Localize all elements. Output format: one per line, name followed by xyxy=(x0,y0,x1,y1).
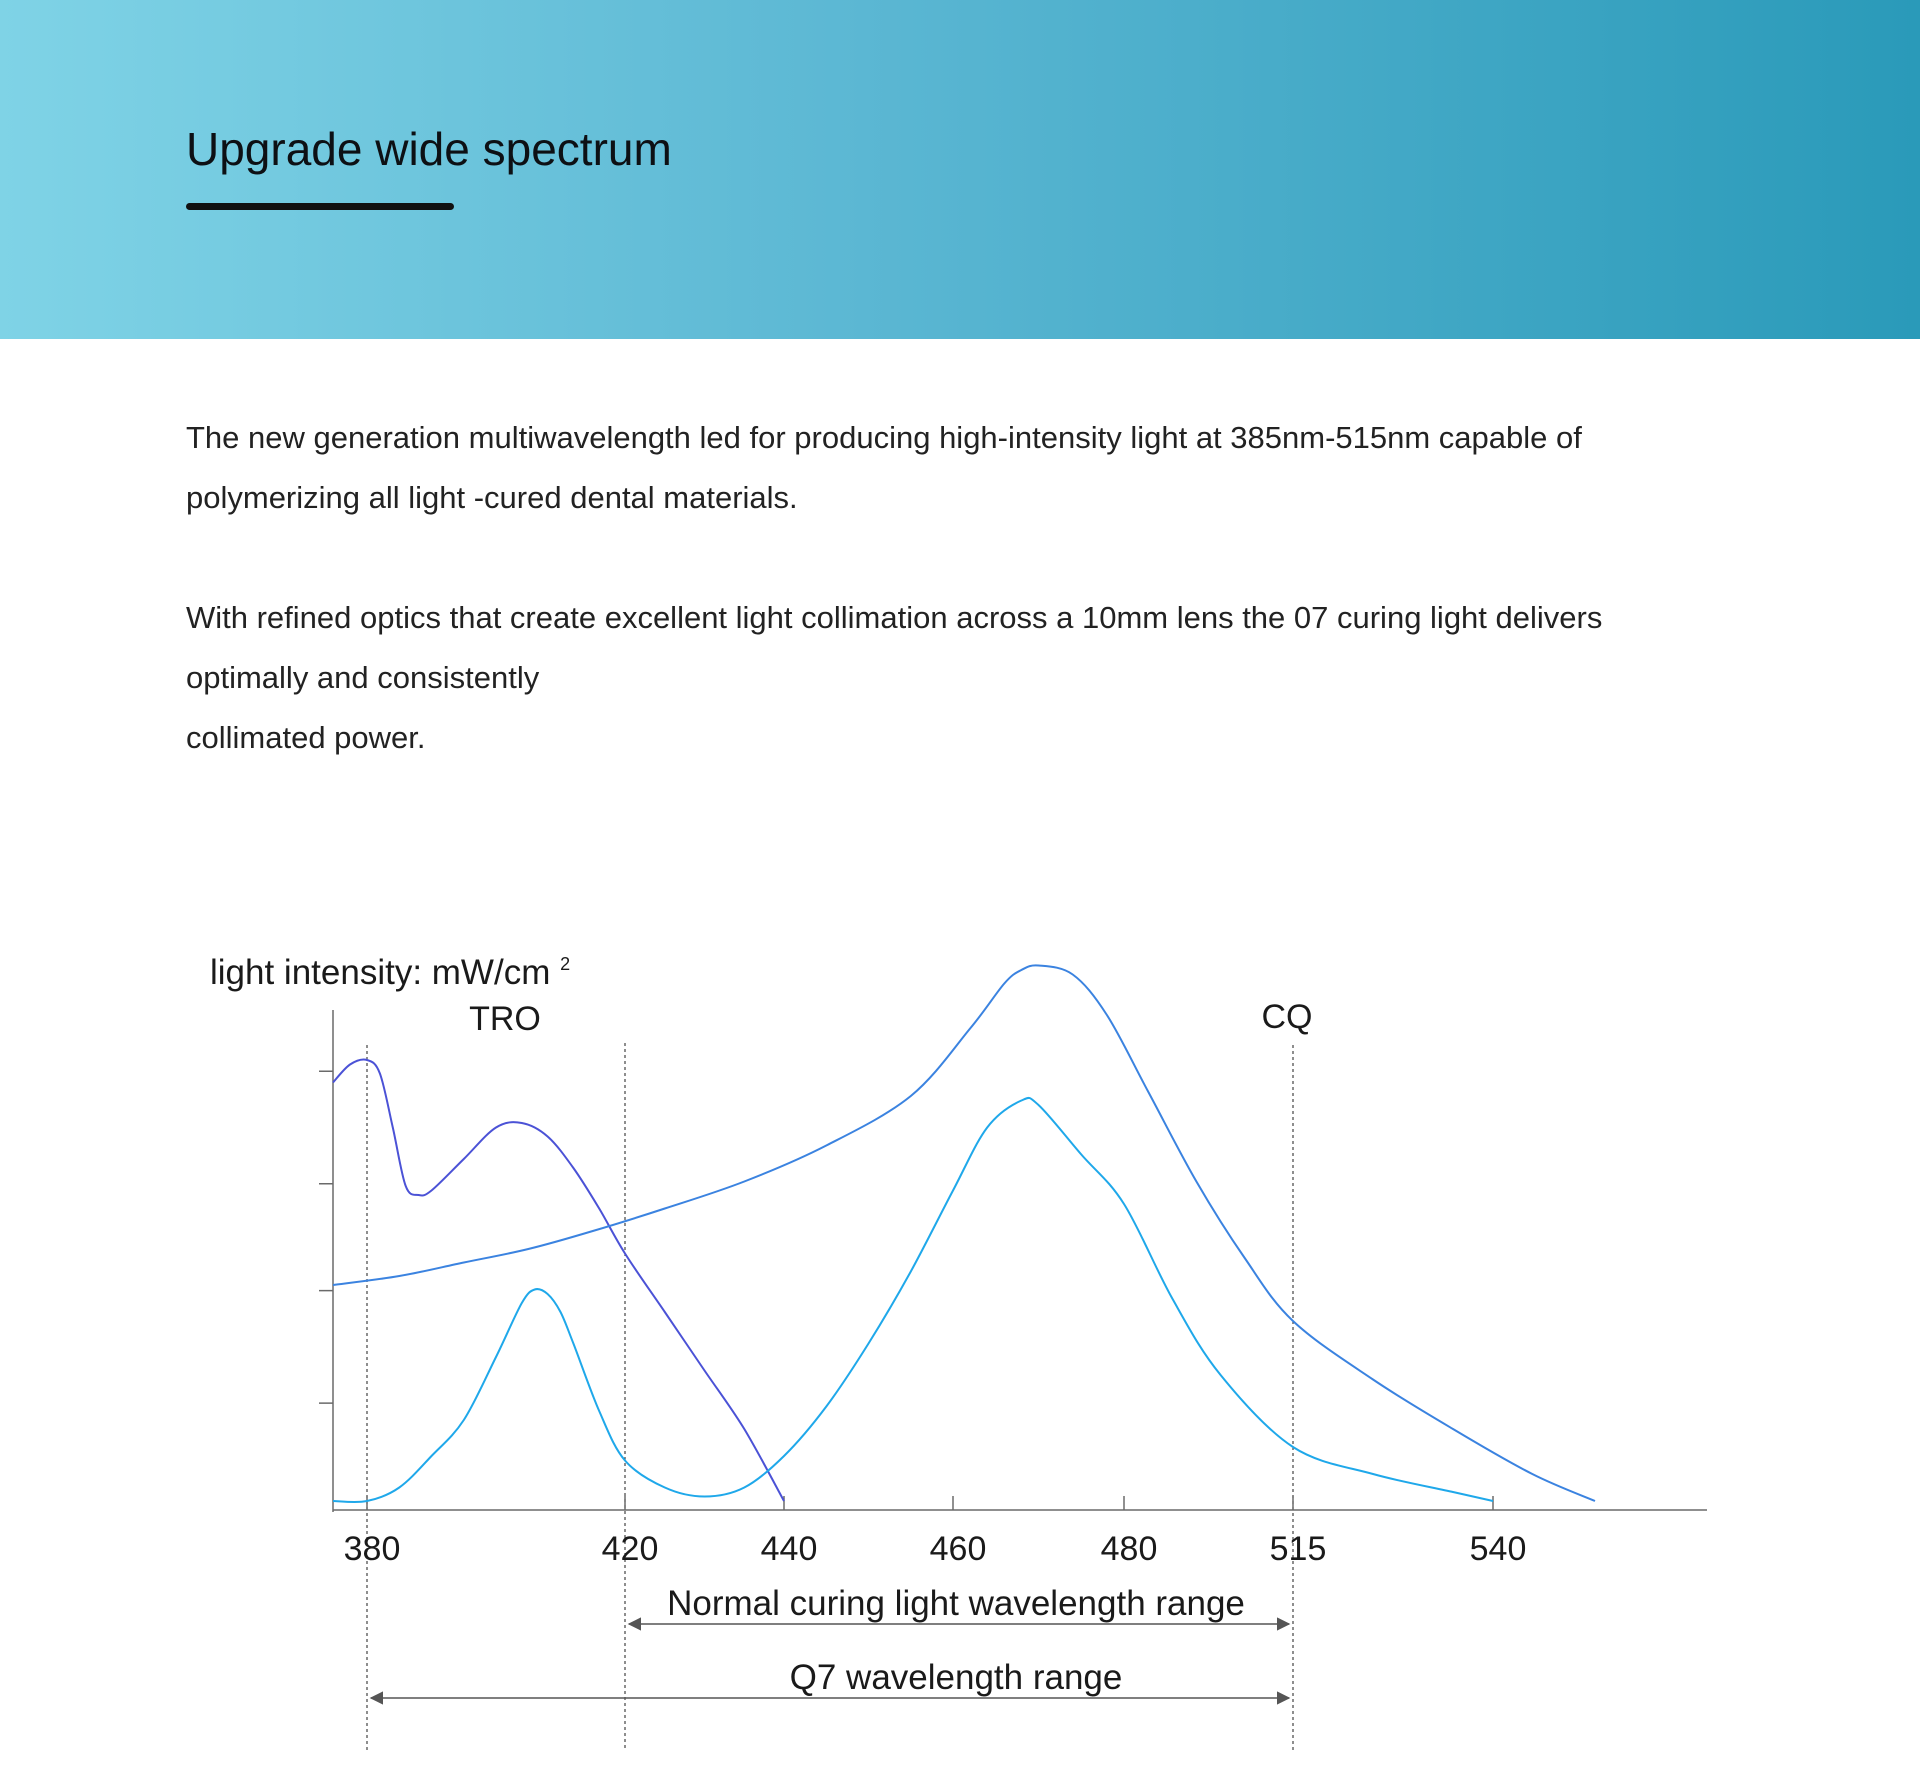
paragraph-line: optimally and consistently xyxy=(186,660,540,695)
series-line-3 xyxy=(333,1098,1493,1502)
spectrum-chart xyxy=(0,860,1920,1788)
y-axis-label-text: light intensity: mW/cm xyxy=(210,953,551,992)
x-tick-label: 515 xyxy=(1269,1530,1327,1568)
x-tick-label: 460 xyxy=(929,1530,987,1568)
x-tick-label: 420 xyxy=(601,1530,659,1568)
x-tick-label: 440 xyxy=(760,1530,818,1568)
x-tick-label: 540 xyxy=(1469,1530,1527,1568)
paragraph-line: collimated power. xyxy=(186,720,426,755)
series-line-1 xyxy=(333,1060,784,1501)
header-banner xyxy=(0,0,1920,339)
series-line-2 xyxy=(333,965,1595,1501)
x-tick-label: 480 xyxy=(1100,1530,1158,1568)
intro-paragraph-2 xyxy=(186,588,1746,768)
paragraph-line: With refined optics that create excellent light collimation across a 10mm lens the 07 curing light delivers xyxy=(186,600,1603,635)
x-tick-label: 380 xyxy=(343,1530,401,1568)
page-title: Upgrade wide spectrum xyxy=(186,123,672,175)
normal-range-label: Normal curing light wavelength range xyxy=(667,1584,1245,1623)
y-axis-label-superscript: 2 xyxy=(560,954,571,974)
plot-area xyxy=(319,965,1707,1750)
y-axis-label xyxy=(210,953,570,992)
tro-label: TRO xyxy=(469,1000,541,1038)
paragraph-line: polymerizing all light -cured dental materials. xyxy=(186,480,798,515)
intro-paragraph-1 xyxy=(186,408,1746,528)
paragraph-line: The new generation multiwavelength led for producing high-intensity light at 385nm-515nm capable of xyxy=(186,420,1582,455)
cq-label: CQ xyxy=(1261,998,1313,1036)
title-underline xyxy=(186,203,454,210)
q7-range-label: Q7 wavelength range xyxy=(789,1658,1123,1697)
